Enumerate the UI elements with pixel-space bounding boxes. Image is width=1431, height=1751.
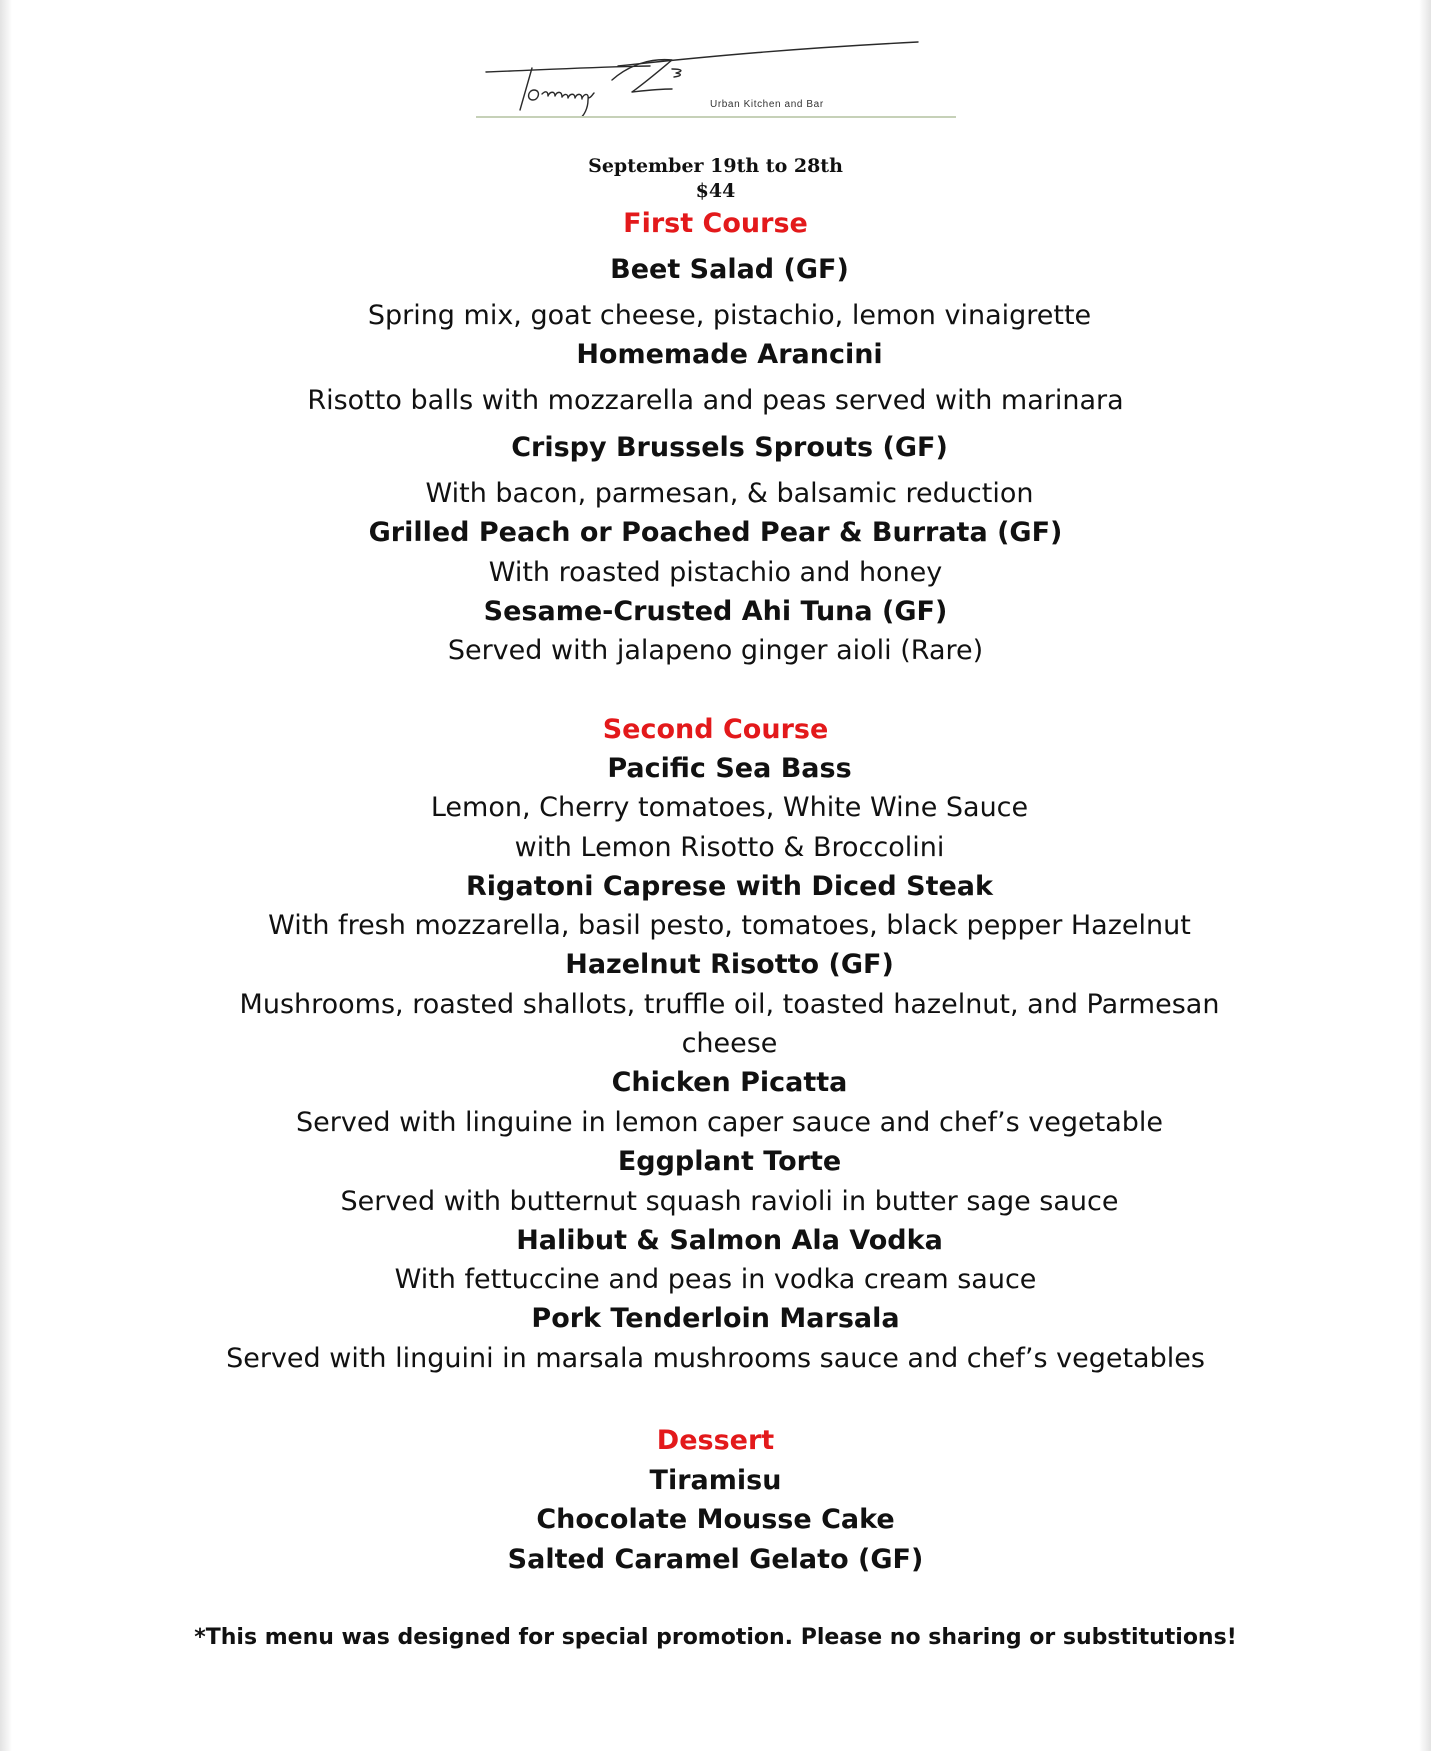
dessert-item: Tiramisu [649,1465,782,1496]
menu-item-name: Sesame-Crusted Ahi Tuna (GF) [483,596,948,627]
first-course-heading: First Course [623,208,808,239]
menu-item-description: Served with butternut squash ravioli in butter sage sauce [340,1186,1119,1217]
logo-tagline: Urban Kitchen and Bar [710,99,824,110]
menu-item-description: Served with jalapeno ginger aioli (Rare) [447,635,984,666]
logo-underline [476,116,956,118]
menu-item-description: With fresh mozzarella, basil pesto, tomatoes, black pepper Hazelnut [268,910,1191,941]
menu-item-name: Grilled Peach or Poached Pear & Burrata (GF) [368,517,1063,548]
menu-item-description: Served with linguine in lemon caper sauce and chef’s vegetable [295,1107,1164,1138]
menu-item-name: Beet Salad (GF) [610,254,849,285]
menu-item-name: Chicken Picatta [611,1067,848,1098]
menu-item-name: Hazelnut Risotto (GF) [565,949,894,980]
menu-item-description: With bacon, parmesan, & balsamic reduction [425,478,1034,509]
menu-item-description: Spring mix, goat cheese, pistachio, lemon vinaigrette [367,300,1092,331]
menu-item-description: With roasted pistachio and honey [488,557,943,588]
menu-item-name: Homemade Arancini [576,339,883,370]
menu-item-description: Mushrooms, roasted shallots, truffle oil, toasted hazelnut, and Parmesan [239,989,1220,1020]
restaurant-logo [470,40,960,122]
menu-item-description: With fettuccine and peas in vodka cream sauce [394,1264,1037,1295]
menu-item-description: with Lemon Risotto & Broccolini [514,832,945,863]
menu-item-name: Eggplant Torte [617,1146,842,1177]
menu-item-name: Rigatoni Caprese with Diced Steak [466,871,993,902]
dessert-heading: Dessert [656,1425,775,1456]
footer-note: *This menu was designed for special promotion. Please no sharing or substitutions! [194,1625,1237,1650]
menu-item-description: Served with linguini in marsala mushrooms sauce and chef’s vegetables [226,1343,1205,1374]
menu-item-description: Risotto balls with mozzarella and peas served with marinara [307,385,1124,416]
menu-item-name: Halibut & Salmon Ala Vodka [516,1225,943,1256]
dessert-item: Salted Caramel Gelato (GF) [507,1544,924,1575]
menu-item-description: cheese [681,1028,778,1059]
promo-price: $44 [695,180,736,202]
menu-item-description: Lemon, Cherry tomatoes, White Wine Sauce [430,792,1029,823]
dessert-item: Chocolate Mousse Cake [536,1504,895,1535]
menu-item-name: Pork Tenderloin Marsala [531,1303,900,1334]
menu-item-name: Pacific Sea Bass [607,753,852,784]
menu-item-name: Crispy Brussels Sprouts (GF) [511,432,948,463]
promo-dates: September 19th to 28th [588,155,843,177]
second-course-heading: Second Course [602,714,829,745]
